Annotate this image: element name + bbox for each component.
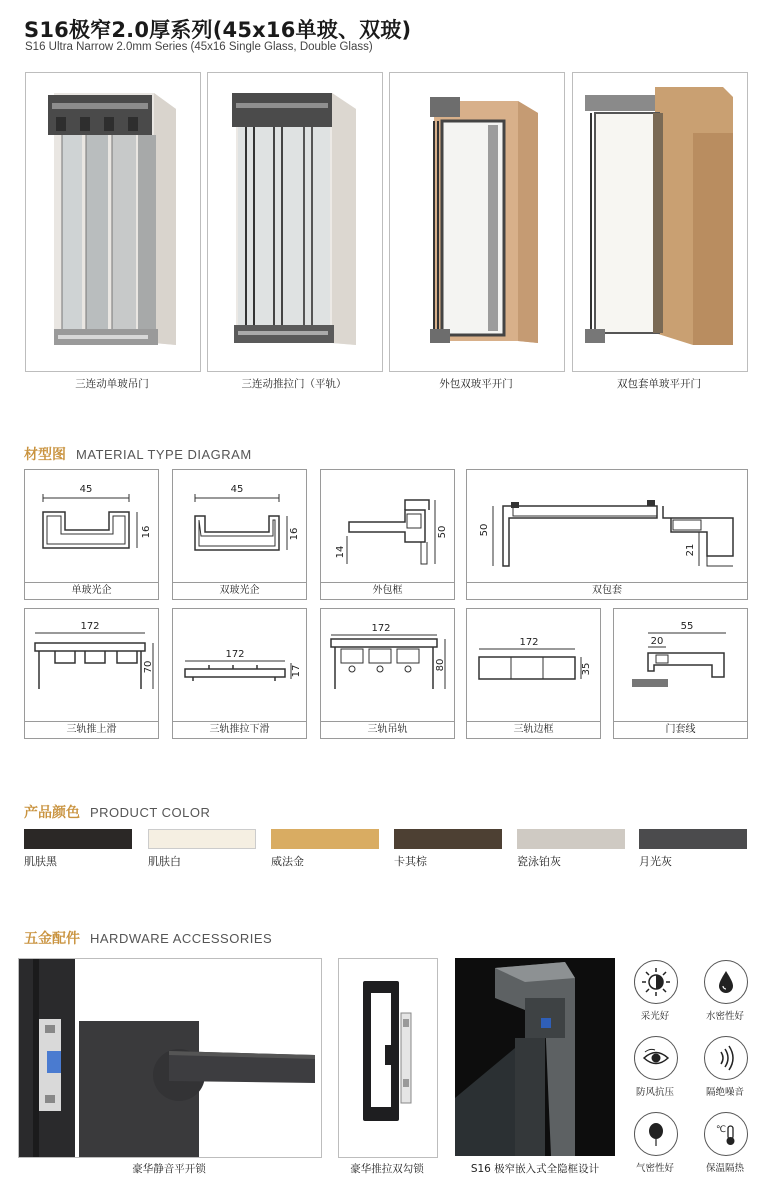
hardware-caption-2: 豪华推拉双勾锁 [350, 1163, 424, 1175]
hardware-section-header [24, 928, 272, 948]
hardware-photo-hook-lock [338, 958, 438, 1158]
color-swatch-platinum-gray [517, 829, 625, 849]
color-label: 卡其棕 [394, 855, 427, 868]
hardware-section-title-en: HARDWARE ACCESSORIES [90, 931, 273, 946]
color-swatch-gold [271, 829, 379, 849]
material-card-1 [24, 469, 159, 600]
color-section-title-en: PRODUCT COLOR [90, 805, 211, 820]
hardware-caption-1: 豪华静音平开锁 [132, 1163, 206, 1175]
material-label-8: 三轨边框 [467, 721, 600, 738]
product-photo-4 [572, 72, 748, 372]
product-photo-1 [25, 72, 201, 372]
color-section-header [24, 802, 210, 822]
color-label: 威法金 [271, 855, 304, 868]
sun-icon [634, 960, 678, 1004]
material-card-5 [24, 608, 159, 739]
dim-label: 80 [435, 658, 446, 672]
product-photo-2 [207, 72, 383, 372]
hardware-section-title-cn: 五金配件 [24, 931, 80, 947]
dim-label: 172 [371, 623, 391, 634]
color-label: 瓷泳铂灰 [517, 855, 561, 868]
material-card-2 [172, 469, 307, 600]
dim-label: 172 [519, 637, 539, 648]
material-card-7 [320, 608, 455, 739]
color-swatch-black [24, 829, 132, 849]
sliding-door-flat-track-illustration [208, 73, 382, 371]
feature-label-3: 防风抗压 [635, 1087, 674, 1098]
dim-label: 45 [230, 484, 244, 495]
material-label-3: 外包框 [321, 582, 454, 599]
material-card-4 [466, 469, 748, 600]
page-title: S16极窄2.0厚系列(45x16单玻、双玻) [24, 18, 412, 42]
dim-label: 16 [289, 527, 300, 541]
material-section-title-cn: 材型图 [24, 447, 66, 463]
feature-label-6: 保温隔热 [705, 1163, 744, 1174]
color-label: 肌肤黑 [24, 855, 57, 868]
product-caption-2: 三连动推拉门（平轨） [241, 378, 347, 390]
dim-label: 14 [335, 545, 346, 559]
casement-lock-illustration [19, 959, 321, 1157]
color-label: 肌肤白 [148, 855, 181, 868]
wind-eye-icon [634, 1036, 678, 1080]
dim-label: 172 [80, 621, 100, 632]
dim-label: 50 [479, 523, 490, 537]
water-drop-icon [704, 960, 748, 1004]
material-label-7: 三轨吊轨 [321, 721, 454, 738]
dim-label: 45 [79, 484, 93, 495]
feature-label-2: 水密性好 [705, 1011, 744, 1022]
material-label-2: 双玻光企 [173, 582, 306, 599]
dim-label: 55 [680, 621, 694, 632]
dim-label: 17 [291, 664, 302, 678]
material-section-title-en: MATERIAL TYPE DIAGRAM [76, 447, 252, 462]
page-subtitle: S16 Ultra Narrow 2.0mm Series (45x16 Single Glass, Double Glass) [25, 41, 373, 53]
hardware-caption-3: S16 极窄嵌入式全隐框设计 [470, 1163, 600, 1175]
feature-label-5: 气密性好 [635, 1163, 674, 1174]
product-caption-4: 双包套单玻平开门 [617, 378, 701, 390]
material-section-header [24, 444, 252, 464]
double-wrap-casement-door-illustration [573, 73, 747, 371]
sliding-door-illustration [26, 73, 200, 371]
material-label-4: 双包套 [467, 582, 747, 599]
material-label-6: 三轨推拉下滑 [173, 721, 306, 738]
sound-icon [704, 1036, 748, 1080]
dim-label: 16 [141, 525, 152, 539]
dim-label: 172 [225, 649, 245, 660]
material-card-6 [172, 608, 307, 739]
color-section-title-cn: 产品颜色 [24, 805, 80, 821]
dim-label: 21 [685, 543, 696, 557]
color-swatch-white [148, 829, 256, 849]
dim-label: 50 [437, 525, 448, 539]
thermometer-icon [704, 1112, 748, 1156]
hidden-frame-profile-illustration [455, 958, 615, 1156]
balloon-icon [634, 1112, 678, 1156]
hardware-photo-hidden-frame [455, 958, 615, 1156]
color-swatch-brown [394, 829, 502, 849]
product-caption-1: 三连动单玻吊门 [75, 378, 149, 390]
dim-label: 70 [143, 660, 154, 674]
product-photo-3 [389, 72, 565, 372]
material-card-3 [320, 469, 455, 600]
feature-label-4: 隔绝噪音 [705, 1087, 744, 1098]
color-label: 月光灰 [639, 855, 672, 868]
material-label-9: 门套线 [614, 721, 747, 738]
material-card-8 [466, 608, 601, 739]
feature-label-1: 采光好 [640, 1011, 670, 1022]
material-label-5: 三轨推上滑 [25, 721, 158, 738]
outer-frame-casement-door-illustration [390, 73, 564, 371]
hardware-photo-lock [18, 958, 322, 1158]
color-swatch-moon-gray [639, 829, 747, 849]
dim-label: 20 [650, 636, 664, 647]
celsius-label: ℃ [716, 1125, 727, 1135]
double-hook-lock-illustration [339, 959, 437, 1157]
dim-label: 35 [581, 662, 592, 676]
product-caption-3: 外包双玻平开门 [439, 378, 513, 390]
material-card-9 [613, 608, 748, 739]
material-label-1: 单玻光企 [25, 582, 158, 599]
feature-icon-grid [630, 960, 770, 1180]
